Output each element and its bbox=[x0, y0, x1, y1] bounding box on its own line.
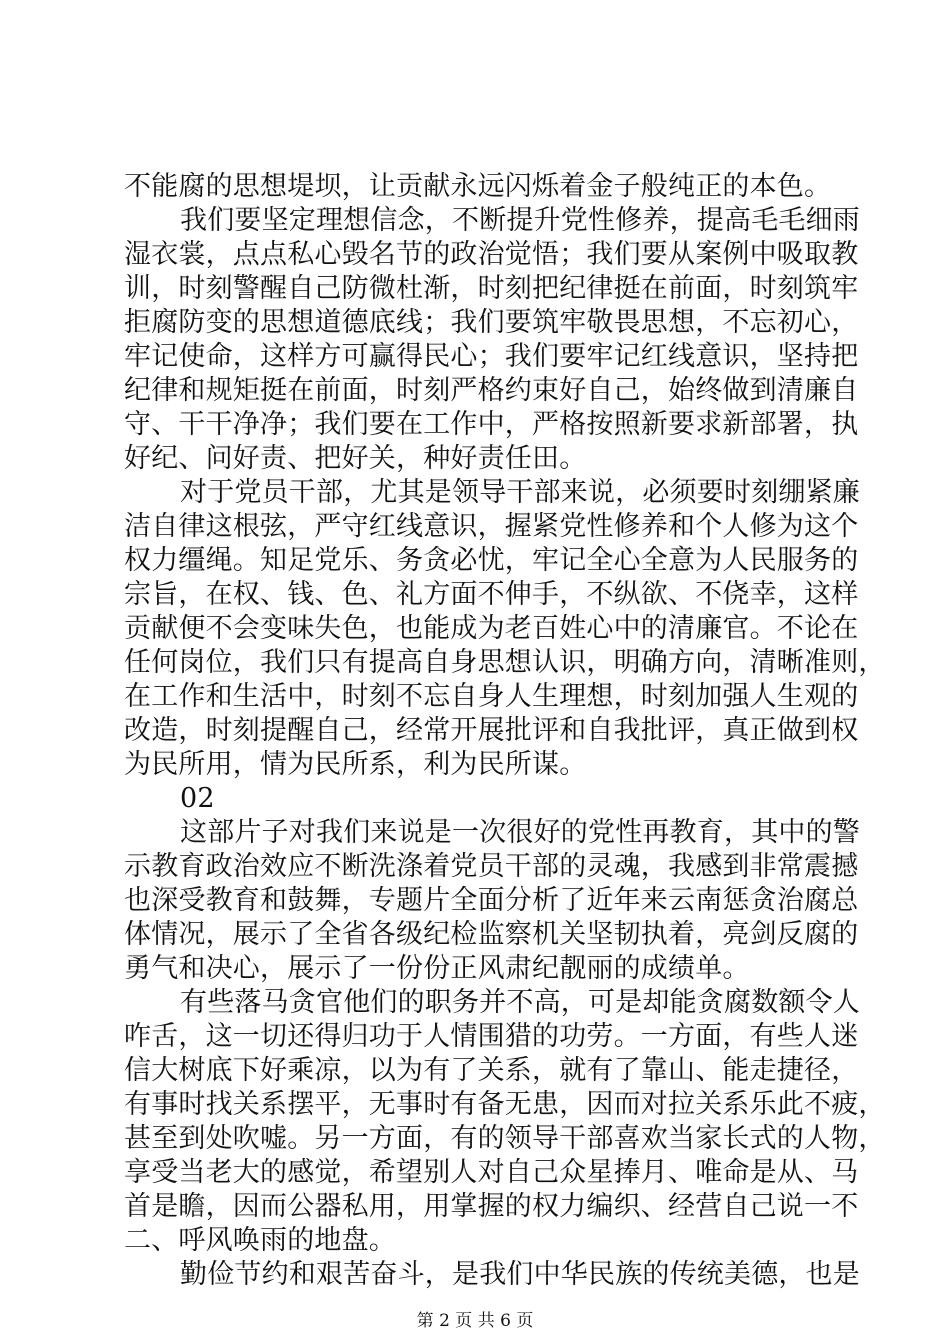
text-line: 为民所用，情为民所系，利为民所谋。 bbox=[124, 749, 587, 780]
text-line: 牢记使命，这样方可赢得民心；我们要牢记红线意识，坚持把 bbox=[124, 341, 859, 372]
text-line: 宗旨，在权、钱、色、礼方面不伸手，不纵欲、不侥幸，这样 bbox=[124, 579, 859, 610]
text-line: 不能腐的思想堤坝，让贡献永远闪烁着金子般纯正的本色。 bbox=[124, 171, 832, 202]
text-line: 享受当老大的感觉，希望别人对自己众星捧月、唯命是从、马 bbox=[124, 1157, 859, 1188]
text-line: 在工作和生活中，时刻不忘自身人生理想，时刻加强人生观的 bbox=[124, 681, 859, 712]
text-line: 二、呼风唤雨的地盘。 bbox=[124, 1225, 396, 1256]
text-line: 好纪、问好责、把好关，种好责任田。 bbox=[124, 443, 587, 474]
text-line: 首是瞻，因而公器私用，用掌握的权力编织、经营自己说一不 bbox=[124, 1191, 859, 1222]
text-line: 洁自律这根弦，严守红线意识，握紧党性修养和个人修为这个 bbox=[124, 511, 859, 542]
text-line: 湿衣裳，点点私心毁名节的政治觉悟；我们要从案例中吸取教 bbox=[124, 239, 859, 270]
text-line: 任何岗位，我们只有提高自身思想认识，明确方向，清晰准则， bbox=[124, 647, 886, 678]
text-line: 纪律和规矩挺在前面，时刻严格约束好自己，始终做到清廉自 bbox=[124, 375, 859, 406]
text-line: 权力缰绳。知足党乐、务贪必忧，牢记全心全意为人民服务的 bbox=[124, 545, 859, 576]
text-line: 训，时刻警醒自己防微杜渐，时刻把纪律挺在前面，时刻筑牢 bbox=[124, 273, 859, 304]
text-line: 贡献便不会变味失色，也能成为老百姓心中的清廉官。不论在 bbox=[124, 613, 859, 644]
text-line: 勤俭节约和艰苦奋斗，是我们中华民族的传统美德，也是 bbox=[180, 1259, 860, 1290]
text-line: 守、干干净净；我们要在工作中，严格按照新要求新部署，执 bbox=[124, 409, 859, 440]
text-line: 甚至到处吹嘘。另一方面，有的领导干部喜欢当家长式的人物， bbox=[124, 1123, 886, 1154]
text-line: 有事时找关系摆平，无事时有备无患，因而对拉关系乐此不疲， bbox=[124, 1089, 886, 1120]
text-line: 有些落马贪官他们的职务并不高，可是却能贪腐数额令人 bbox=[180, 987, 860, 1018]
text-line: 勇气和决心，展示了一份份正风肃纪靓丽的成绩单。 bbox=[124, 953, 750, 984]
section-number: 02 bbox=[180, 783, 215, 814]
text-line: 也深受教育和鼓舞，专题片全面分析了近年来云南惩贪治腐总 bbox=[124, 885, 859, 916]
text-line: 拒腐防变的思想道德底线；我们要筑牢敬畏思想，不忘初心， bbox=[124, 307, 859, 338]
text-line: 示教育政治效应不断洗涤着党员干部的灵魂，我感到非常震撼 bbox=[124, 851, 859, 882]
text-line: 改造，时刻提醒自己，经常开展批评和自我批评，真正做到权 bbox=[124, 715, 859, 746]
text-line: 咋舌，这一切还得归功于人情围猎的功劳。一方面，有些人迷 bbox=[124, 1021, 859, 1052]
text-line: 对于党员干部，尤其是领导干部来说，必须要时刻绷紧廉 bbox=[180, 477, 860, 508]
text-line: 信大树底下好乘凉，以为有了关系，就有了靠山、能走捷径， bbox=[124, 1055, 859, 1086]
page-footer: 第 2 页 共 6 页 bbox=[416, 1311, 534, 1331]
text-line: 这部片子对我们来说是一次很好的党性再教育，其中的警 bbox=[180, 817, 860, 848]
text-line: 体情况，展示了全省各级纪检监察机关坚韧执着，亮剑反腐的 bbox=[124, 919, 859, 950]
text-line: 我们要坚定理想信念，不断提升党性修养，提高毛毛细雨 bbox=[180, 205, 860, 236]
